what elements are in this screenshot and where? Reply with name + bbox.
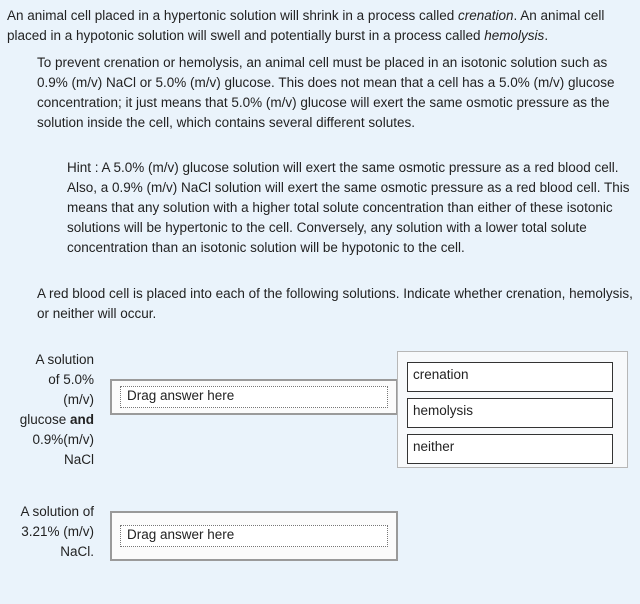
choice-neither[interactable]: neither [407,434,613,464]
hint-text: A 5.0% (m/v) glucose solution will exert the same osmotic pressure as a red blood cell. Also, a 0.9% (m/v) NaCl solution will exert the same osmotic pressure as a red blood cell. This means that any solution with a higher total solute concentration than either of these isotonic solutions will be hypertonic to the cell. Conversely, any solution with a lower total solute concentration than an isotonic solution will be hypotonic to the cell. [67,160,630,255]
item-1-and: and [69,412,94,427]
drop-target-1[interactable] [110,379,398,415]
question-prompt: A red blood cell is placed into each of the following solutions. Indicate whether crenation, hemolysis, or neither will occur. [37,286,633,321]
answer-bank [397,351,628,468]
item-2-line-3: NaCl. [60,544,94,559]
intro-text-2: . An animal cell placed in a hypotonic solution will swell and potentially burst in a process called [7,8,605,43]
drop-target-2-placeholder[interactable]: Drag answer here [120,525,388,547]
intro-text-3: . [544,28,549,43]
item-1-line-6: NaCl [63,452,94,467]
intro-text-1: An animal cell placed in a hypertonic solution will shrink in a process called [7,8,458,23]
choice-hemolysis[interactable]: hemolysis [407,398,613,428]
term-hemolysis: hemolysis [484,28,545,43]
item-1-line-4a: glucose [19,412,70,427]
term-crenation: crenation [457,8,514,23]
item-1-line-2: of 5.0% [48,372,94,387]
intro-paragraph [7,6,633,46]
choice-crenation[interactable]: crenation [407,362,613,392]
hint-block [67,158,633,258]
isotonic-paragraph: To prevent crenation or hemolysis, an animal cell must be placed in an isotonic solution such as 0.9% (m/v) NaCl or 5.0% (m/v) glucose. This does not mean that a cell has a 5.0% (m/v) glucose concentration; it just means that 5.0% (m/v) glucose will exert the same osmotic pressure as the solution inside the cell, which contains several different solutes. [37,55,615,130]
item-1-line-5: 0.9%(m/v) [32,432,94,447]
item-2-prompt [8,502,94,562]
item-2-line-1: A solution of [20,504,94,519]
item-1-line-1: A solution [35,352,94,367]
drop-target-1-placeholder[interactable]: Drag answer here [120,386,388,408]
item-1-prompt [8,350,94,470]
item-1-line-4 [8,410,94,430]
item-2-line-2: 3.21% (m/v) [21,524,94,539]
hint-label: Hint : [67,160,102,175]
drop-target-2[interactable] [110,511,398,561]
item-1-line-3: (m/v) [63,392,94,407]
